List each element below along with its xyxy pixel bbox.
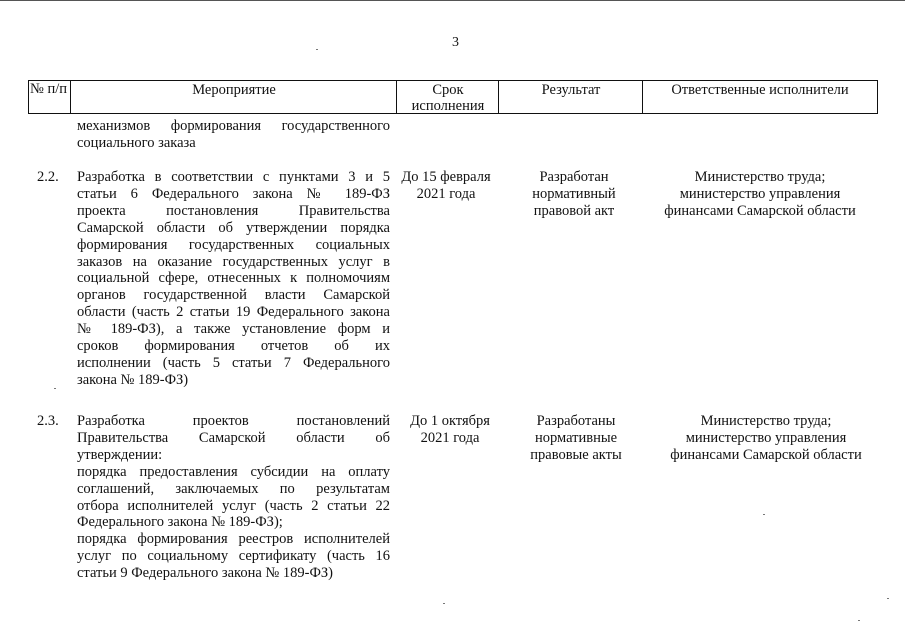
scan-speck [763,514,765,515]
header-term [396,80,499,114]
activity-line: № 189-ФЗ), а также установление форм и [77,321,390,338]
scan-speck [887,598,889,599]
activity-line: Разработка в соответствии с пунктами 3 и 5 [77,169,390,185]
activity-line: области (часть 2 статьи 19 Федерального закона [77,304,390,321]
row-term [398,413,502,447]
row-term [394,169,498,203]
scan-speck [316,49,318,50]
responsible-line: министерство управления [679,185,841,202]
header-term-line2: исполнения [411,98,485,114]
continuation-line: социального заказа [77,134,196,151]
result-line: Разработаны [536,413,616,429]
responsible-line: Министерство труда; [700,413,832,429]
activity-line: услуг по социальному сертификату (часть 16 [77,548,390,565]
row-result [502,413,650,464]
activity-line: Правительства Самарской области об [77,429,390,446]
term-line: 2021 года [416,185,476,202]
activity-line: органов государственной власти Самарской [77,287,390,304]
term-line: До 1 октября [410,413,490,429]
responsible-line: Министерство труда; [694,169,826,185]
header-term-line1: Срок [432,82,464,98]
activity-line: порядка предоставления субсидии на оплату [77,463,390,480]
result-line: правовой акт [533,202,615,219]
scan-speck [858,620,860,621]
row-number: 2.2. [37,169,59,185]
scan-speck [443,603,445,604]
activity-line: отбора исполнителей услуг (часть 2 статьи 22 [77,497,390,514]
responsible-line: финансами Самарской области [670,446,862,463]
row-responsible [656,413,876,464]
activity-line: Самарской области об утверждении порядка [77,219,390,236]
activity-line: закона № 189-ФЗ) [77,371,189,388]
top-edge-line [0,0,905,1]
header-activity: Мероприятие [70,80,397,114]
row-activity [77,169,390,389]
row-activity [77,413,390,582]
activity-line: исполнении (часть 5 статьи 7 Федерального [77,354,390,371]
activity-line: Федерального закона № 189-ФЗ); [77,514,283,531]
row-number: 2.3. [37,413,59,429]
continuation-text [77,118,390,152]
activity-line: порядка формирования реестров исполнителей [77,531,390,548]
activity-line: статьи 9 Федерального закона № 189-ФЗ) [77,565,333,582]
term-line: До 15 февраля [401,169,491,185]
activity-line: соглашений, заключаемых по результатам [77,480,390,497]
responsible-line: министерство управления [685,429,847,446]
activity-line: формирования государственных социальных [77,236,390,253]
header-result: Результат [498,80,643,114]
row-responsible [650,169,870,220]
result-line: правовые акты [530,446,622,463]
activity-line: Разработка проектов постановлений [77,413,390,429]
activity-line: социальной сфере, отнесенных к полномочиям [77,270,390,287]
term-line: 2021 года [420,429,480,446]
page-number: 3 [452,35,459,50]
activity-line: сроков формирования отчетов об их [77,338,390,355]
result-line: Разработан [539,169,609,185]
result-line: нормативный [532,185,616,202]
header-num: № п/п [28,80,71,114]
activity-line: проекта постановления Правительства [77,202,390,219]
continuation-line: механизмов формирования государственного [77,118,390,134]
scan-speck [54,388,56,389]
responsible-line: финансами Самарской области [664,202,856,219]
header-responsible: Ответственные исполнители [642,80,878,114]
activity-line: утверждении: [77,446,163,463]
activity-line: статьи 6 Федерального закона № 189-ФЗ [77,185,390,202]
activity-line: заказов на оказание государственных услуг в [77,253,390,270]
result-line: нормативные [534,429,618,446]
row-result [500,169,648,220]
